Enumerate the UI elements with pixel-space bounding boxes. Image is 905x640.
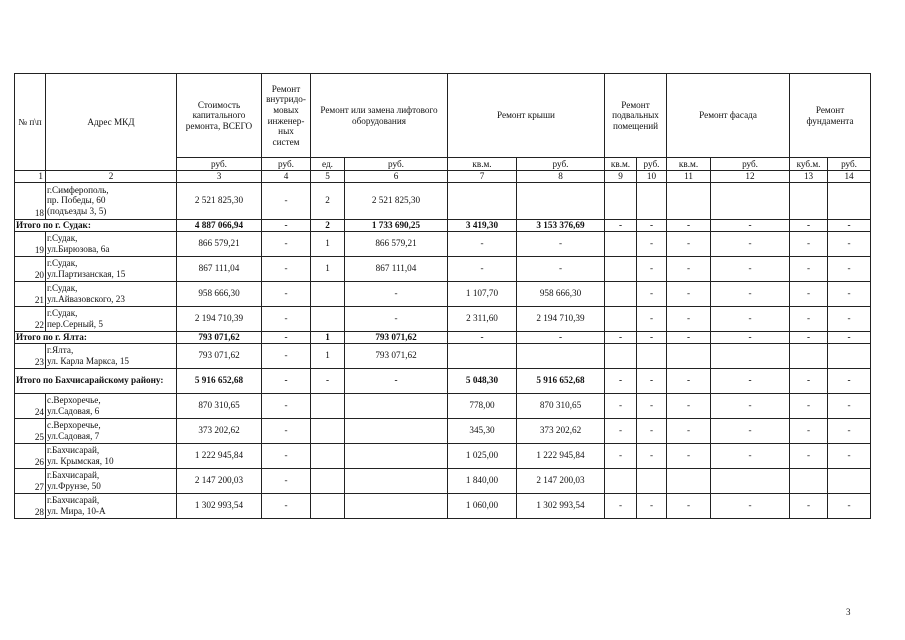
- unit-cell: руб.: [828, 158, 871, 171]
- value-cell: -: [345, 306, 448, 331]
- value-cell: [605, 343, 637, 368]
- value-cell: -: [667, 493, 711, 518]
- address-cell: [46, 231, 177, 256]
- value-cell: [828, 343, 871, 368]
- value-cell: -: [667, 256, 711, 281]
- value-cell: [517, 343, 605, 368]
- header-row: [15, 74, 871, 158]
- value-cell: [667, 343, 711, 368]
- col-header-internal-systems: Ремонт внутридо-мовых инженер-ных систем: [262, 74, 311, 158]
- value-cell: [790, 343, 828, 368]
- address-line: г.Судак,: [47, 233, 78, 243]
- value-cell: -: [790, 331, 828, 343]
- value-cell: 2 311,60: [448, 306, 517, 331]
- address-line: ул. Крымская, 10: [47, 455, 114, 466]
- value-cell: -: [637, 393, 667, 418]
- column-number: 10: [637, 171, 667, 183]
- value-cell: 2 147 200,03: [177, 468, 262, 493]
- address-line: г.Бахчисарай,: [47, 470, 100, 480]
- value-cell: -: [828, 306, 871, 331]
- value-cell: -: [667, 281, 711, 306]
- column-number: 1: [15, 171, 46, 183]
- value-cell: [311, 281, 345, 306]
- unit-cell: руб.: [517, 158, 605, 171]
- value-cell: 1 060,00: [448, 493, 517, 518]
- col-header-no: № п\п: [15, 74, 46, 171]
- value-cell: -: [605, 418, 637, 443]
- address-line: г.Бахчисарай,: [47, 445, 100, 455]
- value-cell: -: [637, 331, 667, 343]
- value-cell: -: [667, 331, 711, 343]
- table-row: [15, 182, 871, 219]
- table-row: [15, 343, 871, 368]
- unit-cell: руб.: [262, 158, 311, 171]
- row-number: 18: [15, 182, 46, 219]
- address-cell: [46, 468, 177, 493]
- unit-cell: руб.: [345, 158, 448, 171]
- value-cell: -: [711, 219, 790, 231]
- subtotal-label: Итого по г. Ялта:: [15, 331, 177, 343]
- value-cell: 958 666,30: [517, 281, 605, 306]
- value-cell: [711, 182, 790, 219]
- value-cell: [637, 468, 667, 493]
- page-number: 3: [846, 607, 851, 617]
- col-header-roof: Ремонт крыши: [448, 74, 605, 158]
- value-cell: -: [711, 231, 790, 256]
- unit-cell: кв.м.: [667, 158, 711, 171]
- value-cell: [311, 468, 345, 493]
- value-cell: -: [605, 219, 637, 231]
- table-row: [15, 281, 871, 306]
- value-cell: [311, 393, 345, 418]
- value-cell: 2 194 710,39: [177, 306, 262, 331]
- value-cell: [667, 182, 711, 219]
- value-cell: -: [667, 231, 711, 256]
- value-cell: [311, 493, 345, 518]
- value-cell: 3 153 376,69: [517, 219, 605, 231]
- row-number: 25: [15, 418, 46, 443]
- value-cell: -: [790, 368, 828, 393]
- value-cell: 1: [311, 256, 345, 281]
- value-cell: 793 071,62: [177, 331, 262, 343]
- address-line: ул.Садовая, 7: [47, 430, 100, 441]
- address-line: ул.Айвазовского, 23: [47, 293, 125, 304]
- capital-repair-table: [14, 73, 871, 519]
- value-cell: -: [448, 231, 517, 256]
- col-header-total: Стоимость капитального ремонта, ВСЕГО: [177, 74, 262, 158]
- value-cell: [711, 343, 790, 368]
- value-cell: -: [711, 418, 790, 443]
- unit-cell: куб.м.: [790, 158, 828, 171]
- value-cell: -: [828, 231, 871, 256]
- col-header-lift: Ремонт или замена лифтового оборудования: [311, 74, 448, 158]
- column-number: 4: [262, 171, 311, 183]
- address-line: г.Ялта,: [47, 345, 74, 355]
- value-cell: [790, 468, 828, 493]
- value-cell: [605, 281, 637, 306]
- value-cell: -: [262, 368, 311, 393]
- value-cell: 958 666,30: [177, 281, 262, 306]
- value-cell: -: [711, 493, 790, 518]
- value-cell: [828, 468, 871, 493]
- value-cell: 793 071,62: [345, 343, 448, 368]
- value-cell: -: [790, 418, 828, 443]
- value-cell: 2 194 710,39: [517, 306, 605, 331]
- row-number: 24: [15, 393, 46, 418]
- value-cell: -: [262, 468, 311, 493]
- address-cell: [46, 281, 177, 306]
- address-line: (подъезды 3, 5): [47, 205, 107, 216]
- column-number: 8: [517, 171, 605, 183]
- value-cell: [517, 182, 605, 219]
- value-cell: -: [262, 182, 311, 219]
- value-cell: [637, 343, 667, 368]
- value-cell: [605, 306, 637, 331]
- address-line: пр. Победы, 60: [47, 195, 106, 206]
- address-line: г.Судак,: [47, 283, 78, 293]
- value-cell: -: [711, 368, 790, 393]
- value-cell: -: [828, 493, 871, 518]
- value-cell: 2: [311, 182, 345, 219]
- value-cell: -: [790, 393, 828, 418]
- value-cell: -: [517, 331, 605, 343]
- value-cell: -: [711, 443, 790, 468]
- unit-cell: ед.: [311, 158, 345, 171]
- value-cell: 1: [311, 231, 345, 256]
- row-number: 28: [15, 493, 46, 518]
- value-cell: -: [637, 418, 667, 443]
- value-cell: 870 310,65: [177, 393, 262, 418]
- address-line: г.Симферополь,: [47, 184, 109, 195]
- value-cell: -: [262, 443, 311, 468]
- value-cell: [448, 182, 517, 219]
- table-row: [15, 468, 871, 493]
- value-cell: 373 202,62: [177, 418, 262, 443]
- column-number: 9: [605, 171, 637, 183]
- value-cell: -: [667, 418, 711, 443]
- subtotal-label: Итого по г. Судак:: [15, 219, 177, 231]
- value-cell: -: [448, 256, 517, 281]
- row-number: 19: [15, 231, 46, 256]
- col-header-basement: Ремонт подвальных помещений: [605, 74, 667, 158]
- column-number: 6: [345, 171, 448, 183]
- column-number: 13: [790, 171, 828, 183]
- address-line: г.Судак,: [47, 308, 78, 318]
- value-cell: -: [517, 231, 605, 256]
- value-cell: [667, 468, 711, 493]
- column-number: 12: [711, 171, 790, 183]
- value-cell: 1 840,00: [448, 468, 517, 493]
- value-cell: 1 025,00: [448, 443, 517, 468]
- value-cell: -: [828, 256, 871, 281]
- unit-cell: руб.: [711, 158, 790, 171]
- value-cell: 4 887 066,94: [177, 219, 262, 231]
- value-cell: 793 071,62: [345, 331, 448, 343]
- table-row: [15, 493, 871, 518]
- value-cell: -: [637, 306, 667, 331]
- value-cell: 866 579,21: [177, 231, 262, 256]
- value-cell: 5 916 652,68: [177, 368, 262, 393]
- value-cell: -: [262, 281, 311, 306]
- value-cell: -: [828, 368, 871, 393]
- value-cell: -: [262, 343, 311, 368]
- column-number: 14: [828, 171, 871, 183]
- value-cell: -: [637, 256, 667, 281]
- value-cell: 1 222 945,84: [177, 443, 262, 468]
- column-number: 11: [667, 171, 711, 183]
- address-cell: [46, 493, 177, 518]
- value-cell: -: [711, 256, 790, 281]
- value-cell: -: [828, 281, 871, 306]
- table-row: [15, 306, 871, 331]
- value-cell: -: [711, 393, 790, 418]
- value-cell: 2 147 200,03: [517, 468, 605, 493]
- unit-cell: руб.: [637, 158, 667, 171]
- value-cell: -: [828, 418, 871, 443]
- value-cell: [605, 468, 637, 493]
- value-cell: -: [637, 443, 667, 468]
- address-line: ул.Партизанская, 15: [47, 268, 126, 279]
- address-cell: [46, 182, 177, 219]
- value-cell: 1 222 945,84: [517, 443, 605, 468]
- value-cell: 5 916 652,68: [517, 368, 605, 393]
- value-cell: -: [790, 256, 828, 281]
- col-header-foundation: Ремонт фундамента: [790, 74, 871, 158]
- value-cell: -: [262, 393, 311, 418]
- subtotal-label: Итого по Бахчисарайскому району:: [15, 368, 177, 393]
- value-cell: -: [790, 281, 828, 306]
- value-cell: 867 111,04: [177, 256, 262, 281]
- value-cell: 345,30: [448, 418, 517, 443]
- value-cell: -: [790, 219, 828, 231]
- value-cell: [311, 418, 345, 443]
- value-cell: -: [262, 418, 311, 443]
- value-cell: -: [311, 368, 345, 393]
- column-number: 5: [311, 171, 345, 183]
- value-cell: [345, 418, 448, 443]
- value-cell: -: [667, 393, 711, 418]
- value-cell: [605, 256, 637, 281]
- value-cell: [311, 443, 345, 468]
- value-cell: -: [828, 393, 871, 418]
- value-cell: 2 521 825,30: [345, 182, 448, 219]
- value-cell: -: [262, 331, 311, 343]
- value-cell: 1: [311, 331, 345, 343]
- unit-cell: кв.м.: [605, 158, 637, 171]
- value-cell: 3 419,30: [448, 219, 517, 231]
- value-cell: -: [448, 331, 517, 343]
- address-cell: [46, 443, 177, 468]
- value-cell: -: [828, 331, 871, 343]
- row-number: 20: [15, 256, 46, 281]
- unit-cell: кв.м.: [448, 158, 517, 171]
- value-cell: 1 302 993,54: [517, 493, 605, 518]
- value-cell: 867 111,04: [345, 256, 448, 281]
- value-cell: -: [637, 231, 667, 256]
- row-number: 27: [15, 468, 46, 493]
- value-cell: [345, 468, 448, 493]
- value-cell: [605, 182, 637, 219]
- value-cell: [345, 393, 448, 418]
- row-number: 21: [15, 281, 46, 306]
- value-cell: [637, 182, 667, 219]
- value-cell: 1 302 993,54: [177, 493, 262, 518]
- value-cell: [790, 182, 828, 219]
- value-cell: -: [637, 493, 667, 518]
- subtotal-row: [15, 219, 871, 231]
- address-cell: [46, 306, 177, 331]
- table-row: [15, 256, 871, 281]
- value-cell: -: [790, 443, 828, 468]
- value-cell: [605, 231, 637, 256]
- value-cell: -: [790, 306, 828, 331]
- value-cell: -: [667, 443, 711, 468]
- value-cell: 778,00: [448, 393, 517, 418]
- address-cell: [46, 418, 177, 443]
- address-cell: [46, 393, 177, 418]
- value-cell: 5 048,30: [448, 368, 517, 393]
- value-cell: -: [605, 493, 637, 518]
- table-row: [15, 231, 871, 256]
- address-line: пер.Серный, 5: [47, 318, 103, 329]
- value-cell: -: [711, 306, 790, 331]
- row-number: 26: [15, 443, 46, 468]
- value-cell: -: [637, 219, 667, 231]
- table-row: [15, 393, 871, 418]
- col-header-facade: Ремонт фасада: [667, 74, 790, 158]
- value-cell: -: [517, 256, 605, 281]
- value-cell: [311, 306, 345, 331]
- value-cell: -: [605, 368, 637, 393]
- value-cell: -: [345, 281, 448, 306]
- address-line: с.Верхоречье,: [47, 420, 101, 430]
- value-cell: -: [667, 219, 711, 231]
- value-cell: -: [828, 219, 871, 231]
- value-cell: -: [790, 231, 828, 256]
- value-cell: -: [828, 443, 871, 468]
- value-cell: -: [605, 331, 637, 343]
- value-cell: 1 107,70: [448, 281, 517, 306]
- address-line: ул. Карла Маркса, 15: [47, 355, 130, 366]
- address-line: ул.Садовая, 6: [47, 405, 100, 416]
- value-cell: 2 521 825,30: [177, 182, 262, 219]
- address-cell: [46, 343, 177, 368]
- value-cell: -: [345, 368, 448, 393]
- column-number: 7: [448, 171, 517, 183]
- table-row: [15, 418, 871, 443]
- value-cell: 1: [311, 343, 345, 368]
- value-cell: 373 202,62: [517, 418, 605, 443]
- address-cell: [46, 256, 177, 281]
- unit-cell: руб.: [177, 158, 262, 171]
- value-cell: [711, 468, 790, 493]
- value-cell: 1 733 690,25: [345, 219, 448, 231]
- value-cell: [345, 493, 448, 518]
- value-cell: 866 579,21: [345, 231, 448, 256]
- value-cell: [345, 443, 448, 468]
- value-cell: -: [711, 281, 790, 306]
- subtotal-row: [15, 331, 871, 343]
- value-cell: -: [711, 331, 790, 343]
- address-line: с.Верхоречье,: [47, 395, 101, 405]
- address-line: г.Судак,: [47, 258, 78, 268]
- value-cell: -: [637, 368, 667, 393]
- value-cell: 870 310,65: [517, 393, 605, 418]
- value-cell: [828, 182, 871, 219]
- row-number: 22: [15, 306, 46, 331]
- value-cell: -: [262, 493, 311, 518]
- subtotal-row: [15, 368, 871, 393]
- value-cell: -: [667, 368, 711, 393]
- table-row: [15, 443, 871, 468]
- value-cell: -: [262, 231, 311, 256]
- value-cell: -: [262, 256, 311, 281]
- row-number: 23: [15, 343, 46, 368]
- value-cell: 2: [311, 219, 345, 231]
- value-cell: -: [790, 493, 828, 518]
- value-cell: [448, 343, 517, 368]
- value-cell: 793 071,62: [177, 343, 262, 368]
- address-line: г.Бахчисарай,: [47, 495, 100, 505]
- value-cell: -: [637, 281, 667, 306]
- address-line: ул.Фрунзе, 50: [47, 480, 101, 491]
- col-header-address: Адрес МКД: [46, 74, 177, 171]
- value-cell: -: [667, 306, 711, 331]
- address-line: ул. Мира, 10-А: [47, 505, 106, 516]
- column-numbers-row: [15, 171, 871, 183]
- address-line: ул.Бирюзова, 6а: [47, 243, 110, 254]
- value-cell: -: [605, 393, 637, 418]
- value-cell: -: [262, 306, 311, 331]
- column-number: 3: [177, 171, 262, 183]
- value-cell: -: [605, 443, 637, 468]
- column-number: 2: [46, 171, 177, 183]
- value-cell: -: [262, 219, 311, 231]
